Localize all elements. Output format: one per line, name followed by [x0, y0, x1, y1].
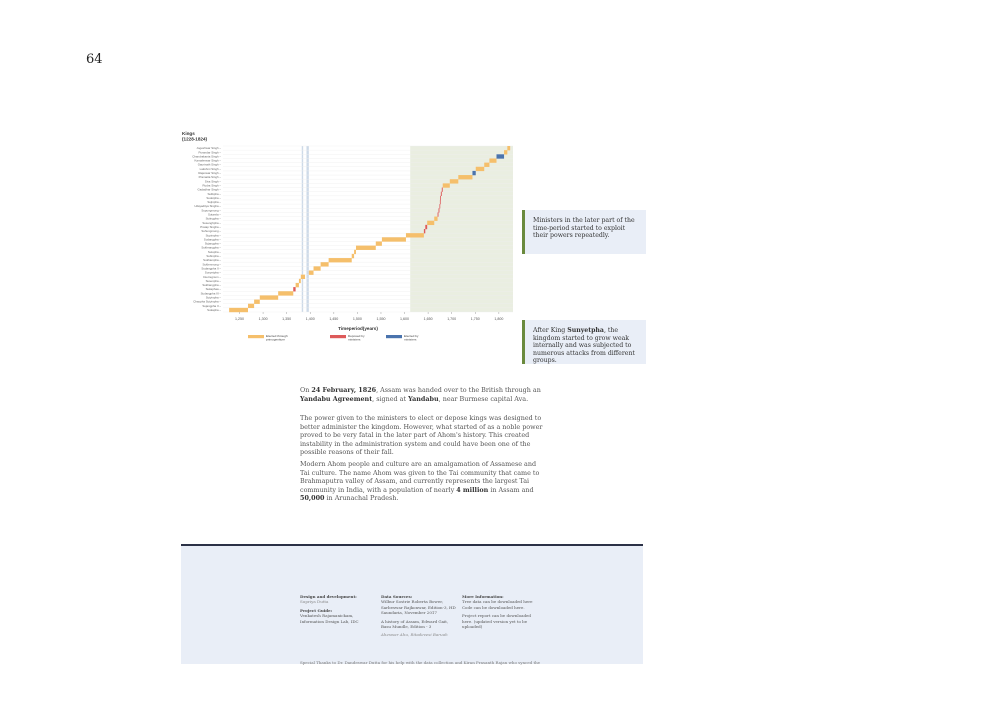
reign-bar: [438, 212, 439, 216]
x-tick-label: 1,600: [400, 317, 410, 321]
king-tick-label: Gaurinath Singh –: [197, 162, 221, 167]
king-tick-label: Rajeswar Singh –: [198, 171, 221, 176]
king-tick-label: Sukhampha –: [203, 258, 221, 263]
king-tick-label: Sujangpha II –: [202, 303, 221, 308]
king-tick-label: Gadadhar Singh –: [197, 187, 221, 192]
reign-bar: [438, 208, 439, 212]
king-tick-label: Sujangpha –: [204, 241, 221, 246]
guide-name: Venkatesh Rajamanickam, Information Design Lab, IDC: [300, 613, 359, 624]
special-thanks: Special Thanks to Dr. Dandeswar Dutta for his help with the data collection and Kiran Prasanth Rajan who synced the: [300, 660, 541, 665]
credits-design-column: [300, 594, 375, 627]
king-tick-label: Sukaphaa –: [205, 287, 221, 292]
x-axis-label: Timeperiod(years): [338, 326, 378, 331]
king-tick-label: Subinpha –: [206, 254, 221, 259]
reign-bar: [354, 250, 356, 254]
sources-heading: Data Sources:: [381, 594, 413, 599]
king-tick-label: Sudangpha III –: [200, 291, 221, 296]
reign-bar: [293, 287, 295, 291]
reign-bar: [296, 283, 299, 287]
king-tick-label: Sujinpha –: [207, 200, 221, 205]
king-tick-label: Sunyetpha –: [204, 270, 221, 275]
more-2[interactable]: Project report can be downloaded here. (updated version yet to be uploaded): [462, 613, 531, 630]
x-tick-label: 1,500: [352, 317, 362, 321]
p1-text-a: On: [300, 386, 312, 394]
king-tick-label: Kamaleswar Singh –: [194, 158, 221, 163]
reign-bar: [496, 154, 504, 158]
p1-text-g: , near Burmese capital Ava.: [438, 394, 529, 403]
reign-bar: [248, 304, 254, 308]
p3-arunachal-pop: 50,000: [300, 494, 325, 503]
king-tick-label: Sukapha –: [207, 307, 221, 312]
king-tick-label: Susenpha –: [205, 278, 221, 283]
legend-label: ministers: [348, 337, 361, 342]
p3-assam-pop: 4 million: [456, 485, 489, 494]
king-tick-label: Suklenmung –: [202, 262, 221, 267]
annotation-sunyetpha-pre: After King: [533, 327, 568, 334]
more-1[interactable]: Tree data can be downloaded here Code can be downloaded here.: [462, 599, 533, 610]
reign-bar: [260, 295, 278, 299]
annotation-sunyetpha: [522, 320, 646, 364]
p1-text-e: , signed at: [372, 394, 409, 403]
p3-text-c: in Assam and: [488, 485, 534, 494]
legend-label: Elected by: [404, 334, 419, 338]
p1-text-c: , Assam was handed over to the British through an: [376, 386, 541, 394]
king-tick-label: Jogeshwar Singh –: [196, 146, 221, 151]
x-tick-label: 1,450: [329, 317, 339, 321]
chart-title: Kings: [182, 131, 195, 136]
x-tick-label: 1,350: [282, 317, 292, 321]
king-tick-label: Lakshmi Singh –: [199, 166, 221, 171]
credits-footer: [181, 546, 643, 664]
king-tick-label: Interregnum –: [203, 274, 221, 279]
king-tick-label: Sudangpha –: [203, 237, 221, 242]
king-tick-label: Sutyinpha –: [205, 295, 221, 300]
reign-bar: [434, 217, 437, 221]
reign-bar: [440, 196, 441, 200]
legend-swatch: [248, 335, 264, 338]
reign-bar: [425, 225, 427, 229]
king-tick-label: Rudra Singh –: [202, 183, 221, 188]
reign-bar: [299, 279, 301, 283]
design-name: Supriya Dutta: [300, 599, 329, 605]
reign-bar: [507, 146, 510, 150]
reign-bar: [476, 167, 484, 171]
x-tick-label: 1,300: [258, 317, 268, 321]
legend-label: Elected through: [266, 334, 288, 338]
reign-bar: [376, 241, 382, 245]
king-tick-label: Pratap Singha –: [200, 224, 221, 229]
reign-bar: [472, 171, 475, 175]
more-heading: More Information:: [462, 594, 504, 599]
credits-more-column: [462, 594, 542, 632]
reign-bar: [484, 163, 489, 167]
reign-bar: [443, 183, 450, 187]
x-tick-label: 1,700: [447, 317, 457, 321]
reign-bar: [382, 237, 406, 241]
p1-date: 24 February, 1826: [311, 386, 377, 394]
design-heading: Design and development:: [300, 594, 357, 599]
reign-bar: [458, 175, 472, 179]
x-tick-label: 1,750: [470, 317, 480, 321]
x-tick-label: 1,550: [376, 317, 386, 321]
annotation-sunyetpha-post: , the kingdom started to grow weak internally and was subjected to numerous attacks from different groups.: [533, 327, 635, 365]
reign-timeline-chart: [180, 130, 520, 350]
legend-label: Deposed by: [348, 334, 365, 338]
source-1: Wilbur Sostrie Roberta Bower, Sarbeswar Rajkonwar, Edition-3, HD Saundaria, November 2017: [381, 599, 456, 616]
x-tick-label: 1,250: [235, 317, 245, 321]
reign-bar: [309, 271, 314, 275]
reign-bar: [424, 229, 425, 233]
king-tick-label: Purandar Singh –: [198, 150, 221, 155]
king-tick-label: Sutupha –: [207, 249, 221, 254]
king-tick-label: Suhungmung –: [201, 229, 221, 234]
source-2: A history of Assam, Edward Gait, Basu Mundle, Edition - 3: [381, 618, 449, 630]
reign-bar: [352, 254, 354, 258]
body-paragraph-1: [300, 386, 545, 403]
p1-place: Yandabu: [408, 394, 439, 403]
reign-bar: [406, 233, 424, 237]
p1-agreement: Yandabu Agreement: [300, 394, 373, 403]
reign-bar: [440, 200, 441, 204]
king-tick-label: Sukhangpha –: [202, 283, 221, 288]
reign-bar: [356, 246, 376, 250]
reign-bar: [301, 275, 305, 279]
king-tick-label: Sutamla –: [207, 212, 221, 217]
p3-text-a: Modern Ahom people and culture are an amalgamation of Assamese and Tai culture. The name Ahom was given to the Tai community that came to Brahmaputra valley of Assam, and currently represents the largest Tai community in India, with a population of nearly: [300, 460, 540, 494]
king-tick-label: Sutingpha –: [205, 216, 221, 221]
king-tick-label: Sukhrangpha –: [201, 245, 221, 250]
body-paragraph-2: The power given to the ministers to elect or depose kings was designed to better administer the kingdom. However, what started of as a noble power proved to be very fatal in the later part of Ahom's history. This created instability in the administration system and could have been one of the possible reasons of their fall.: [300, 414, 543, 457]
reign-bar: [314, 266, 321, 270]
reign-bar: [439, 204, 440, 208]
reign-bar: [489, 158, 496, 162]
page-number: 64: [86, 52, 103, 67]
p3-text-e: in Arunachal Pradesh.: [324, 494, 399, 503]
credits-sources-column: [381, 594, 459, 641]
body-paragraph-3: [300, 460, 545, 503]
king-tick-label: Siva Singh –: [204, 179, 221, 184]
guide-heading: Project Guide:: [300, 607, 333, 613]
king-tick-label: Supungmung –: [201, 208, 221, 213]
legend-label: primogeniture: [266, 337, 285, 342]
legend-swatch: [386, 335, 402, 338]
legend-swatch: [330, 335, 346, 338]
reign-bar: [321, 262, 329, 266]
legend-label: ministers: [404, 337, 417, 342]
source-3: Aheswar Ahu, Ritadevesi Baruah: [381, 632, 448, 638]
king-tick-label: Sudangpha II –: [201, 266, 221, 271]
king-tick-label: Udayaditya Singha –: [194, 204, 221, 209]
x-tick-label: 1,800: [494, 317, 504, 321]
reign-bar: [254, 300, 260, 304]
x-tick-label: 1,400: [305, 317, 315, 321]
annotation-ministers-text: Ministers in the later part of the time-period started to exploit their powers repeatedly.: [533, 217, 635, 240]
reign-bar: [278, 291, 293, 295]
reign-bar: [442, 188, 443, 192]
reign-bar: [450, 179, 458, 183]
reign-bar: [229, 308, 248, 312]
reign-bar: [427, 221, 434, 225]
annotation-sunyetpha-king: Sunyetpha: [567, 327, 604, 334]
king-tick-label: Sulikpha –: [207, 191, 221, 196]
reign-bar: [441, 192, 442, 196]
chart-title: (1228-1824): [182, 136, 208, 142]
king-tick-label: Chandrakanta Singh –: [192, 154, 221, 159]
king-tick-label: Pramatta Singh –: [198, 175, 221, 180]
annotation-ministers: [522, 210, 646, 254]
king-tick-label: Supimpha –: [205, 233, 221, 238]
reign-bar: [504, 150, 507, 154]
x-tick-label: 1,650: [423, 317, 433, 321]
king-tick-label: Susenghpha –: [202, 220, 221, 225]
reign-bar: [329, 258, 352, 262]
king-tick-label: Sudoipha –: [206, 195, 221, 200]
king-tick-label: Chaopha Sutyinpha –: [193, 299, 221, 304]
